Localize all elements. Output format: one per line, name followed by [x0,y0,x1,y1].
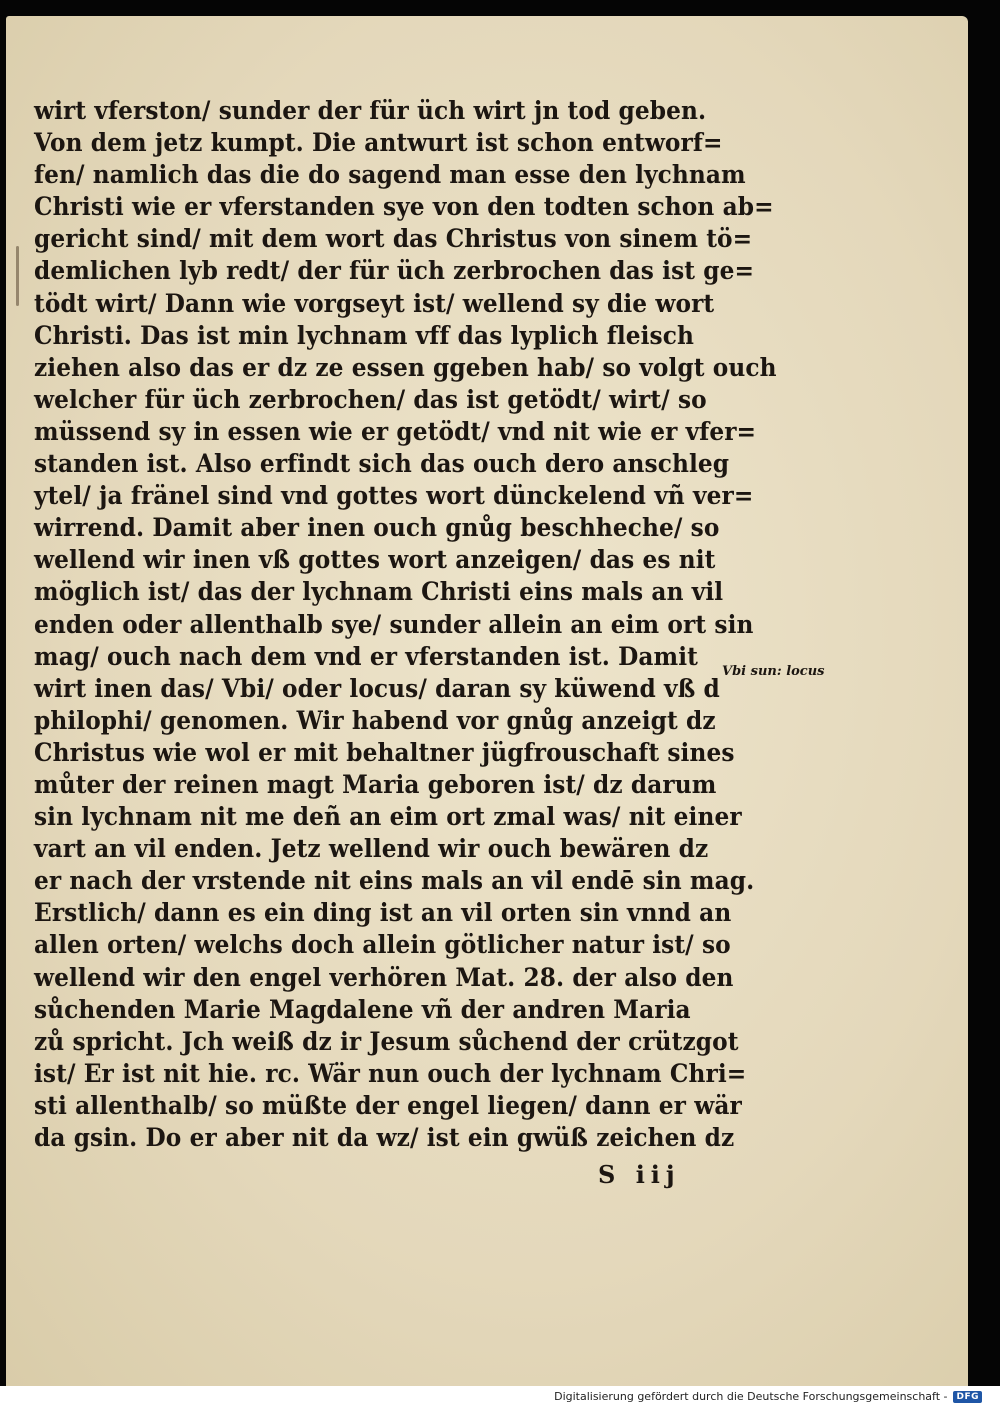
text-line: wellend wir inen vß gottes wort anzeigen/ das es nit [34,545,716,575]
text-line: ytel/ ja fränel sind vnd gottes wort dünckelend vñ ver= [34,481,754,511]
marginal-note: Vbi sun: locus [722,664,825,679]
text-line: Erstlich/ dann es ein ding ist an vil orten sin vnnd an [34,898,732,928]
text-line: müssend sy in essen wie er getödt/ vnd nit wie er vfer= [34,416,757,446]
text-line: zů spricht. Jch weiß dz ir Jesum sůchend der crützgot [34,1026,739,1056]
footer [554,1390,982,1403]
text-line: sůchenden Marie Magdalene vñ der andren Maria [34,994,691,1024]
text-line: sin lychnam nit me deñ an eim ort zmal was/ nit einer [34,802,742,832]
text-line: sti allenthalb/ so müßte der engel liegen/ dann er wär [34,1090,742,1120]
text-line: wellend wir den engel verhören Mat. 28. der also den [34,962,734,992]
signature-mark: S iij [598,1160,681,1189]
text-line: philophi/ genomen. Wir habend vor gnůg anzeigt dz [34,705,716,735]
text-line: ziehen also das er dz ze essen ggeben hab/ so volgt ouch [34,352,777,382]
text-line: můter der reinen magt Maria geboren ist/ dz darum [34,769,717,799]
text-line: wirt inen das/ Vbi/ oder locus/ daran sy küwend vß d [34,673,720,703]
text-line: wirt vferston/ sunder der für üch wirt jn tod geben. [34,96,707,125]
text-line: enden oder allenthalb sye/ sunder allein an eim ort sin [34,609,754,639]
text-line: er nach der vrstende nit eins mals an vil endē sin mag. [34,866,755,896]
text-line: Christi wie er vferstanden sye von den todten schon ab= [34,192,774,222]
text-line: mag/ ouch nach dem vnd er vferstanden ist. Damit [34,641,698,671]
text-line: vart an vil enden. Jetz wellend wir ouch bewären dz [34,834,709,864]
text-line: fen/ namlich das die do sagend man esse den lychnam [34,160,746,190]
text-line: da gsin. Do er aber nit da wz/ ist ein gwüß zeichen dz [34,1123,735,1152]
gutter-mark [16,246,19,306]
text-line: welcher für üch zerbrochen/ das ist getödt/ wirt/ so [34,384,707,414]
text-line: Von dem jetz kumpt. Die antwurt ist schon entworf= [34,128,723,158]
text-line: gericht sind/ mit dem wort das Christus von sinem tö= [34,224,753,254]
text-line: standen ist. Also erfindt sich das ouch dero anschleg [34,449,730,479]
text-line: möglich ist/ das der lychnam Christi eins mals an vil [34,577,724,607]
text-line: allen orten/ welchs doch allein götlicher natur ist/ so [34,930,731,960]
text-line: ist/ Er ist nit hie. rc. Wär nun ouch der lychnam Chri= [34,1058,747,1088]
dfg-logo: DFG [953,1391,982,1403]
text-line: Christi. Das ist min lychnam vff das lyplich fleisch [34,320,694,350]
footer-credit: Digitalisierung gefördert durch die Deutsche Forschungsgemeinschaft - [554,1390,948,1403]
text-line: Christus wie wol er mit behaltner jügfrouschaft sines [34,737,735,767]
text-line: demlichen lyb redt/ der für üch zerbrochen das ist ge= [34,256,755,286]
text-line: wirrend. Damit aber inen ouch gnůg beschheche/ so [34,513,720,543]
text-line: tödt wirt/ Dann wie vorgseyt ist/ wellend sy die wort [34,288,715,318]
